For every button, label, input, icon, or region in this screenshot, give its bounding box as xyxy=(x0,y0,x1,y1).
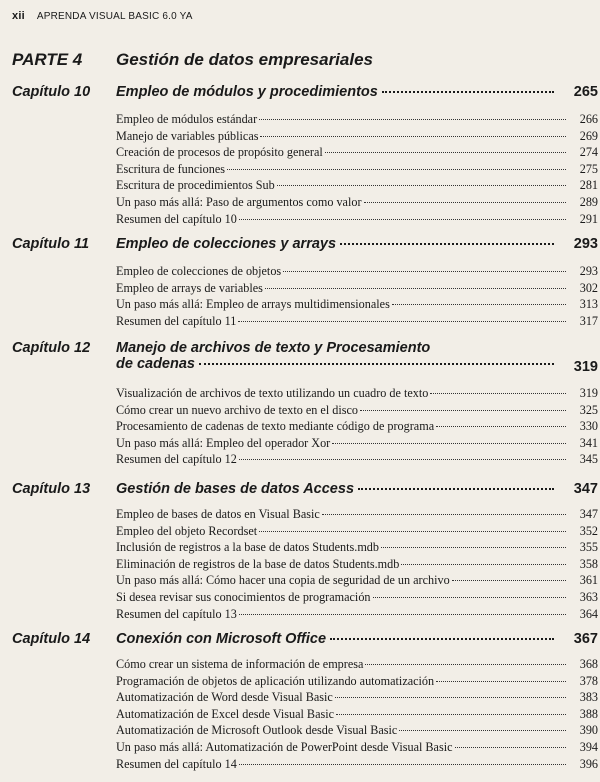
part-label: PARTE 4 xyxy=(12,50,83,69)
chapter-13-entries xyxy=(116,506,598,622)
entry-page: 341 xyxy=(579,435,598,450)
entry-page: 266 xyxy=(579,112,598,126)
dot-leader xyxy=(365,664,566,665)
chapter-page: 265 xyxy=(573,84,598,100)
toc-entry[interactable] xyxy=(116,385,598,402)
toc-entry[interactable] xyxy=(116,128,598,145)
entry-title: Resumen del capítulo 14 xyxy=(116,756,237,771)
dot-leader xyxy=(277,185,566,186)
dot-leader xyxy=(325,152,566,153)
entry-page: 396 xyxy=(579,756,598,771)
dot-leader xyxy=(239,614,566,615)
entry-page: 363 xyxy=(579,589,598,604)
entry-page: 319 xyxy=(579,386,598,400)
entry-title: Si desea revisar sus conocimientos de programación xyxy=(116,589,371,604)
entry-title: Automatización de Microsoft Outlook desde Visual Basic xyxy=(116,723,398,738)
dot-leader xyxy=(436,681,566,682)
dot-leader xyxy=(392,304,566,305)
entry-title: Cómo crear un nuevo archivo de texto en el disco xyxy=(116,402,358,417)
dot-leader xyxy=(322,514,566,515)
chapter-title-line1: Manejo de archivos de texto y Procesamiento xyxy=(116,340,431,356)
dot-leader xyxy=(382,91,554,93)
entry-page: 345 xyxy=(579,452,598,467)
toc-entry[interactable] xyxy=(116,506,598,523)
chapter-14-entries xyxy=(116,656,598,772)
entry-title: Eliminación de registros de la base de datos Students.mdb xyxy=(116,556,400,571)
dot-leader xyxy=(227,169,566,170)
dot-leader xyxy=(452,580,566,581)
chapter-11-entries xyxy=(116,263,598,329)
chapter-label: Capítulo 14 xyxy=(12,631,91,647)
entry-title: Creación de procesos de propósito general xyxy=(116,145,323,160)
toc-entry[interactable] xyxy=(116,689,598,706)
toc-entry[interactable] xyxy=(116,402,598,419)
entry-page: 388 xyxy=(579,706,598,721)
chapter-14-heading[interactable] xyxy=(12,631,598,647)
toc-entry[interactable] xyxy=(116,435,598,452)
dot-leader xyxy=(401,564,566,565)
running-head xyxy=(12,10,193,22)
toc-entry[interactable] xyxy=(116,280,598,297)
entry-page: 383 xyxy=(579,690,598,705)
dot-leader xyxy=(455,747,566,748)
entry-page: 368 xyxy=(579,657,598,671)
chapter-13-heading[interactable] xyxy=(12,481,598,497)
entry-title: Empleo de módulos estándar xyxy=(116,112,258,126)
page-number: xii xyxy=(12,10,25,22)
toc-entry[interactable] xyxy=(116,177,598,194)
toc-entry[interactable] xyxy=(116,111,598,128)
toc-entry[interactable] xyxy=(116,589,598,606)
chapter-title-line2: de cadenas xyxy=(116,356,195,372)
dot-leader xyxy=(265,288,566,289)
entry-title: Escritura de procedimientos Sub xyxy=(116,178,275,193)
entry-title: Automatización de Excel desde Visual Basic xyxy=(116,706,335,721)
toc-entry[interactable] xyxy=(116,539,598,556)
entry-title: Programación de objetos de aplicación utilizando automatización xyxy=(116,673,435,688)
entry-title: Empleo de bases de datos en Visual Basic xyxy=(116,507,320,521)
entry-title: Manejo de variables públicas xyxy=(116,128,259,143)
dot-leader xyxy=(332,443,566,444)
entry-title: Resumen del capítulo 13 xyxy=(116,606,237,621)
entry-page: 274 xyxy=(579,145,598,160)
dot-leader xyxy=(259,119,566,120)
entry-title: Un paso más allá: Paso de argumentos como valor xyxy=(116,194,362,209)
chapter-label: Capítulo 10 xyxy=(12,84,91,100)
dot-leader xyxy=(239,459,566,460)
toc-entry[interactable] xyxy=(116,313,598,330)
dot-leader xyxy=(260,136,566,137)
entry-title: Resumen del capítulo 10 xyxy=(116,211,237,226)
chapter-title: Empleo de módulos y procedimientos xyxy=(116,84,378,100)
dot-leader xyxy=(436,426,566,427)
part-title: Gestión de datos empresariales xyxy=(116,50,373,69)
entry-title: Cómo crear un sistema de información de empresa xyxy=(116,657,364,671)
entry-title: Inclusión de registros a la base de datos Students.mdb xyxy=(116,540,379,555)
dot-leader xyxy=(336,714,566,715)
entry-page: 269 xyxy=(579,128,598,143)
chapter-title: Conexión con Microsoft Office xyxy=(116,631,327,647)
entry-title: Automatización de Word desde Visual Basic xyxy=(116,690,333,705)
dot-leader xyxy=(335,697,566,698)
entry-title: Visualización de archivos de texto utilizando un cuadro de texto xyxy=(116,386,429,400)
chapter-label: Capítulo 11 xyxy=(12,236,90,252)
chapter-12-entries xyxy=(116,385,598,468)
toc-entry[interactable] xyxy=(116,656,598,673)
toc-entry[interactable] xyxy=(116,572,598,589)
entry-title: Empleo de colecciones de objetos xyxy=(116,264,282,278)
entry-page: 352 xyxy=(579,523,598,538)
entry-title: Escritura de funciones xyxy=(116,161,225,176)
toc-entry[interactable] xyxy=(116,739,598,756)
entry-page: 390 xyxy=(579,723,598,738)
chapter-page: 319 xyxy=(573,359,598,375)
toc-entry[interactable] xyxy=(116,556,598,573)
entry-page: 358 xyxy=(579,556,598,571)
entry-page: 378 xyxy=(579,673,598,688)
chapter-page: 347 xyxy=(573,481,598,497)
entry-title: Un paso más allá: Empleo de arrays multidimensionales xyxy=(116,297,390,312)
toc-entry[interactable] xyxy=(116,451,598,468)
entry-page: 355 xyxy=(579,540,598,555)
dot-leader xyxy=(381,547,566,548)
entry-page: 347 xyxy=(579,507,598,521)
chapter-label: Capítulo 12 xyxy=(12,340,91,356)
chapter-11-heading[interactable] xyxy=(12,236,598,252)
dot-leader xyxy=(238,321,566,322)
entry-page: 291 xyxy=(579,211,598,226)
toc-entry[interactable] xyxy=(116,756,598,773)
toc-entry[interactable] xyxy=(116,161,598,178)
toc-entry[interactable] xyxy=(116,523,598,540)
entry-page: 330 xyxy=(579,419,598,434)
toc-entry[interactable] xyxy=(116,211,598,228)
dot-leader xyxy=(360,410,566,411)
chapter-label: Capítulo 13 xyxy=(12,481,91,497)
toc-entry[interactable] xyxy=(116,296,598,313)
dot-leader xyxy=(283,271,566,272)
toc-entry[interactable] xyxy=(116,606,598,623)
toc-entry[interactable] xyxy=(116,144,598,161)
entry-title: Resumen del capítulo 11 xyxy=(116,313,237,328)
toc-entry[interactable] xyxy=(116,263,598,280)
chapter-12-heading[interactable] xyxy=(12,340,598,375)
chapter-title: Gestión de bases de datos Access xyxy=(116,481,355,497)
entry-title: Un paso más allá: Empleo del operador Xor xyxy=(116,435,331,450)
entry-title: Empleo de arrays de variables xyxy=(116,280,263,295)
entry-page: 364 xyxy=(579,606,598,621)
entry-page: 275 xyxy=(579,161,598,176)
entry-page: 361 xyxy=(579,573,598,588)
entry-title: Empleo del objeto Recordset xyxy=(116,523,258,538)
entry-title: Resumen del capítulo 12 xyxy=(116,452,237,467)
entry-page: 313 xyxy=(579,297,598,312)
entry-title: Procesamiento de cadenas de texto mediante código de programa xyxy=(116,419,435,434)
running-title: APRENDA VISUAL BASIC 6.0 YA xyxy=(36,11,193,22)
dot-leader xyxy=(239,764,566,765)
dot-leader xyxy=(199,363,554,365)
entry-page: 289 xyxy=(579,194,598,209)
toc-entry[interactable] xyxy=(116,722,598,739)
entry-title: Un paso más allá: Cómo hacer una copia de seguridad de un archivo xyxy=(116,573,450,588)
entry-page: 394 xyxy=(579,739,598,754)
chapter-page: 293 xyxy=(573,236,598,252)
dot-leader xyxy=(340,243,554,245)
dot-leader xyxy=(430,393,566,394)
dot-leader xyxy=(364,202,566,203)
toc-entry[interactable] xyxy=(116,418,598,435)
entry-page: 317 xyxy=(579,313,598,328)
chapter-10-entries xyxy=(116,111,598,227)
entry-page: 302 xyxy=(579,280,598,295)
dot-leader xyxy=(330,638,554,640)
part-heading xyxy=(12,50,373,70)
entry-page: 293 xyxy=(579,264,598,278)
dot-leader xyxy=(373,597,566,598)
toc-entry[interactable] xyxy=(116,706,598,723)
toc-entry[interactable] xyxy=(116,673,598,690)
dot-leader xyxy=(358,488,554,490)
toc-entry[interactable] xyxy=(116,194,598,211)
dot-leader xyxy=(259,531,566,532)
dot-leader xyxy=(239,219,566,220)
dot-leader xyxy=(399,730,566,731)
entry-page: 281 xyxy=(579,178,598,193)
chapter-title: Empleo de colecciones y arrays xyxy=(116,236,337,252)
entry-title: Un paso más allá: Automatización de PowerPoint desde Visual Basic xyxy=(116,739,453,754)
chapter-page: 367 xyxy=(573,631,598,647)
chapter-10-heading[interactable] xyxy=(12,84,598,100)
entry-page: 325 xyxy=(579,402,598,417)
